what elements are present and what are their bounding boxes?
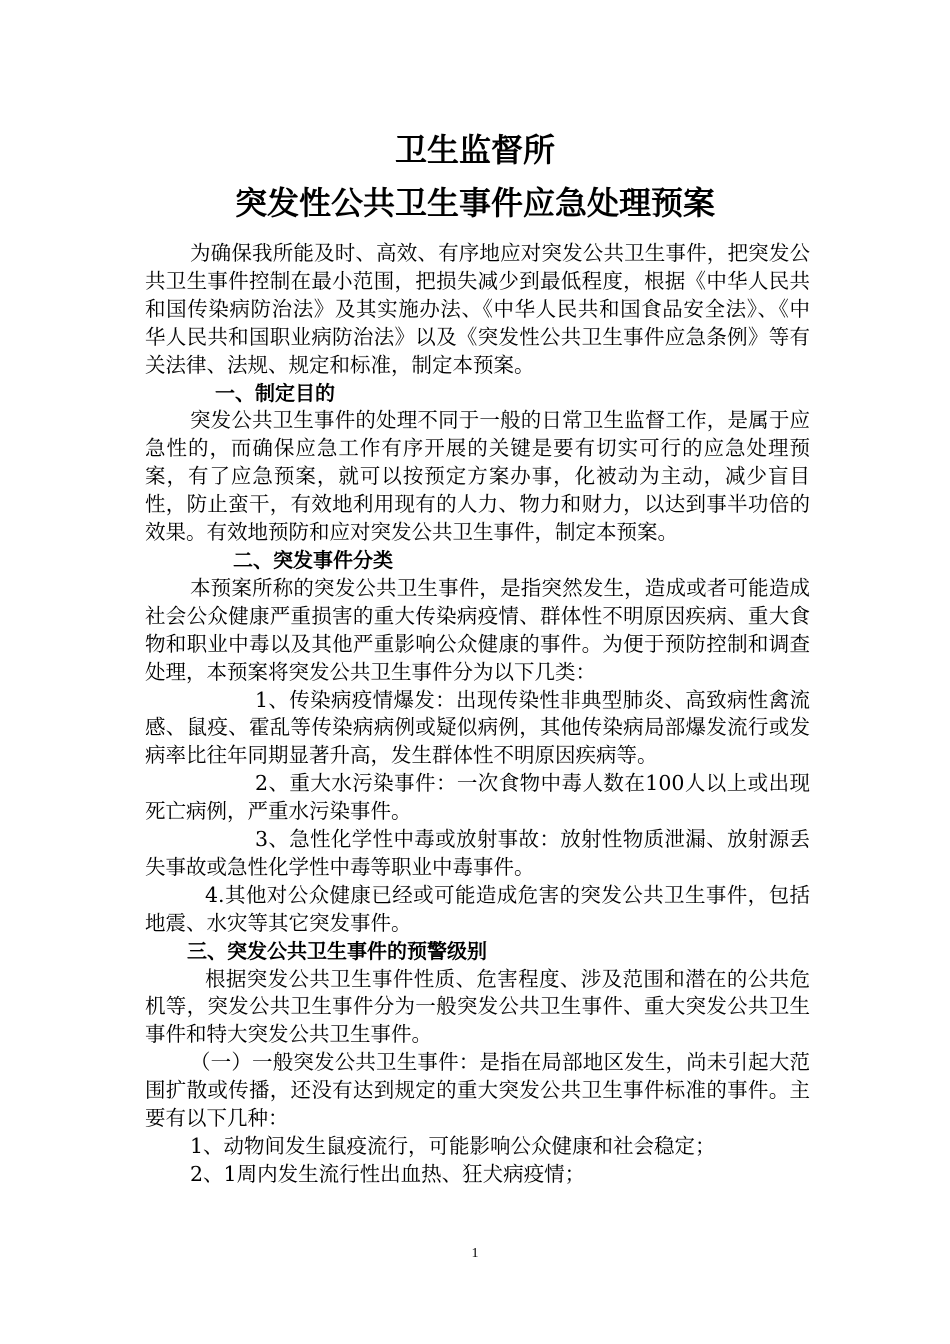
list-item: 3、急性化学性中毒或放射事故：放射性物质泄漏、放射源丢失事故或急性化学性中毒等职业中毒事件。 [145,827,810,879]
list-item: 4.其他对公众健康已经或可能造成危害的突发公共卫生事件，包括地震、水灾等其它突发事件。 [145,882,810,935]
section2-paragraph: 本预案所称的突发公共卫生事件，是指突然发生，造成或者可能造成社会公众健康严重损害的重大传染病疫情、群体性不明原因疾病、重大食物和职业中毒以及其他严重影响公众健康的事件。为便于预防控制和调查处理，本预案将突发公共卫生事件分为以下几类： [145,575,810,684]
list-item: 1、动物间发生鼠疫流行，可能影响公众健康和社会稳定； [190,1134,716,1158]
section3-paragraph: 根据突发公共卫生事件性质、危害程度、涉及范围和潜在的公共危机等，突发公共卫生事件分为一般突发公共卫生事件、重大突发公共卫生事件和特大突发公共卫生事件。 [145,966,810,1047]
section1-heading: 一、制定目的 [215,380,335,405]
section3-subsection: （一）一般突发公共卫生事件：是指在局部地区发生，尚未引起大范围扩散或传播，还没有达到规定的重大突发公共卫生事件标准的事件。主要有以下几种： [145,1050,810,1131]
section3-heading: 三、突发公共卫生事件的预警级别 [187,938,487,963]
section2-heading: 二、突发事件分类 [233,547,393,572]
intro-paragraph: 为确保我所能及时、高效、有序地应对突发公共卫生事件，把突发公共卫生事件控制在最小范围，把损失减少到最低程度，根据《中华人民共和国传染病防治法》及其实施办法、《中华人民共和国食品安全法》、《中华人民共和国职业病防治法》以及《突发性公共卫生事件应急条例》等有关法律、法规、规定和标准，制定本预案。 [145,241,810,377]
list-item: 1、传染病疫情爆发：出现传染性非典型肺炎、高致病性禽流感、鼠疫、霍乱等传染病病例或疑似病例，其他传染病局部爆发流行或发病率比往年同期显著升高，发生群体性不明原因疾病等。 [145,687,810,768]
page-number: 1 [471,1246,479,1261]
document-title-line2: 突发性公共卫生事件应急处理预案 [234,184,715,222]
document-title-line1: 卫生监督所 [394,131,555,169]
list-item: 2、重大水污染事件：一次食物中毒人数在100人以上或出现死亡病例，严重水污染事件。 [145,771,810,824]
document-body [145,240,810,1189]
section1-paragraph: 突发公共卫生事件的处理不同于一般的日常卫生监督工作，是属于应急性的，而确保应急工作有序开展的关键是要有切实可行的应急处理预案，有了应急预案，就可以按预定方案办事，化被动为主动，减少盲目性，防止蛮干，有效地利用现有的人力、物力和财力，以达到事半功倍的效果。有效地预防和应对突发公共卫生事件，制定本预案。 [145,408,810,545]
list-item: 2、1周内发生流行性出血热、狂犬病疫情； [190,1161,586,1186]
